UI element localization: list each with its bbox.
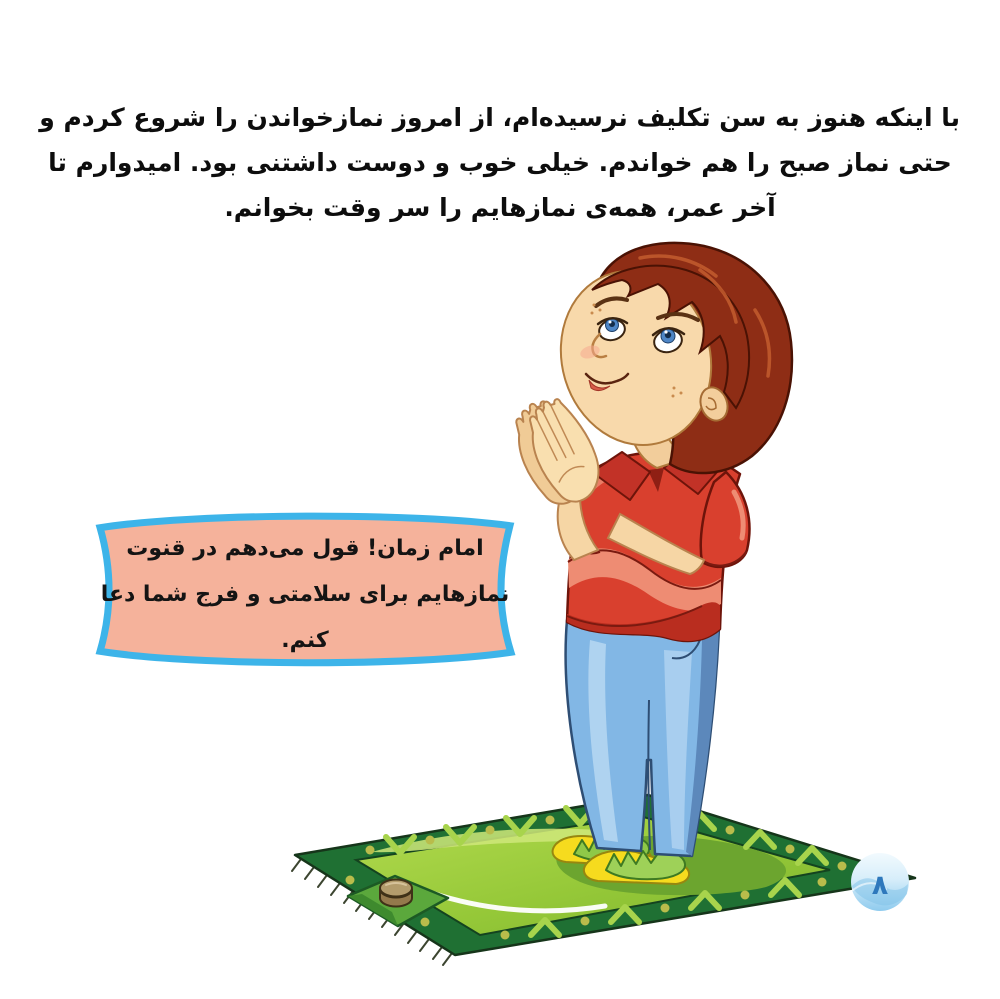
bubble-line: امام زمان! قول می‌دهم در قنوت	[126, 536, 484, 561]
boy-jeans	[566, 620, 719, 856]
speech-bubble-text	[85, 505, 525, 673]
prayer-stone	[380, 880, 412, 907]
bubble-line: نمازهایم برای سلامتی و فرج شما دعا	[100, 582, 510, 607]
story-line: حتی نماز صبح را هم خواندم. خیلی خوب و دوست داشتنی بود. امیدوارم تا	[48, 148, 952, 177]
story-line: آخر عمر، همه‌ی نمازهایم را سر وقت بخوانم.	[224, 193, 776, 222]
page-number-badge	[851, 853, 909, 911]
boy-illustration	[500, 243, 792, 884]
speech-bubble	[85, 505, 525, 673]
page-number: ۸	[871, 870, 889, 901]
bubble-line: کنم.	[281, 628, 329, 653]
story-line: با اینکه هنوز به سن تکلیف نرسیده‌ام، از امروز نمازخواندن را شروع کردم و	[39, 103, 960, 132]
